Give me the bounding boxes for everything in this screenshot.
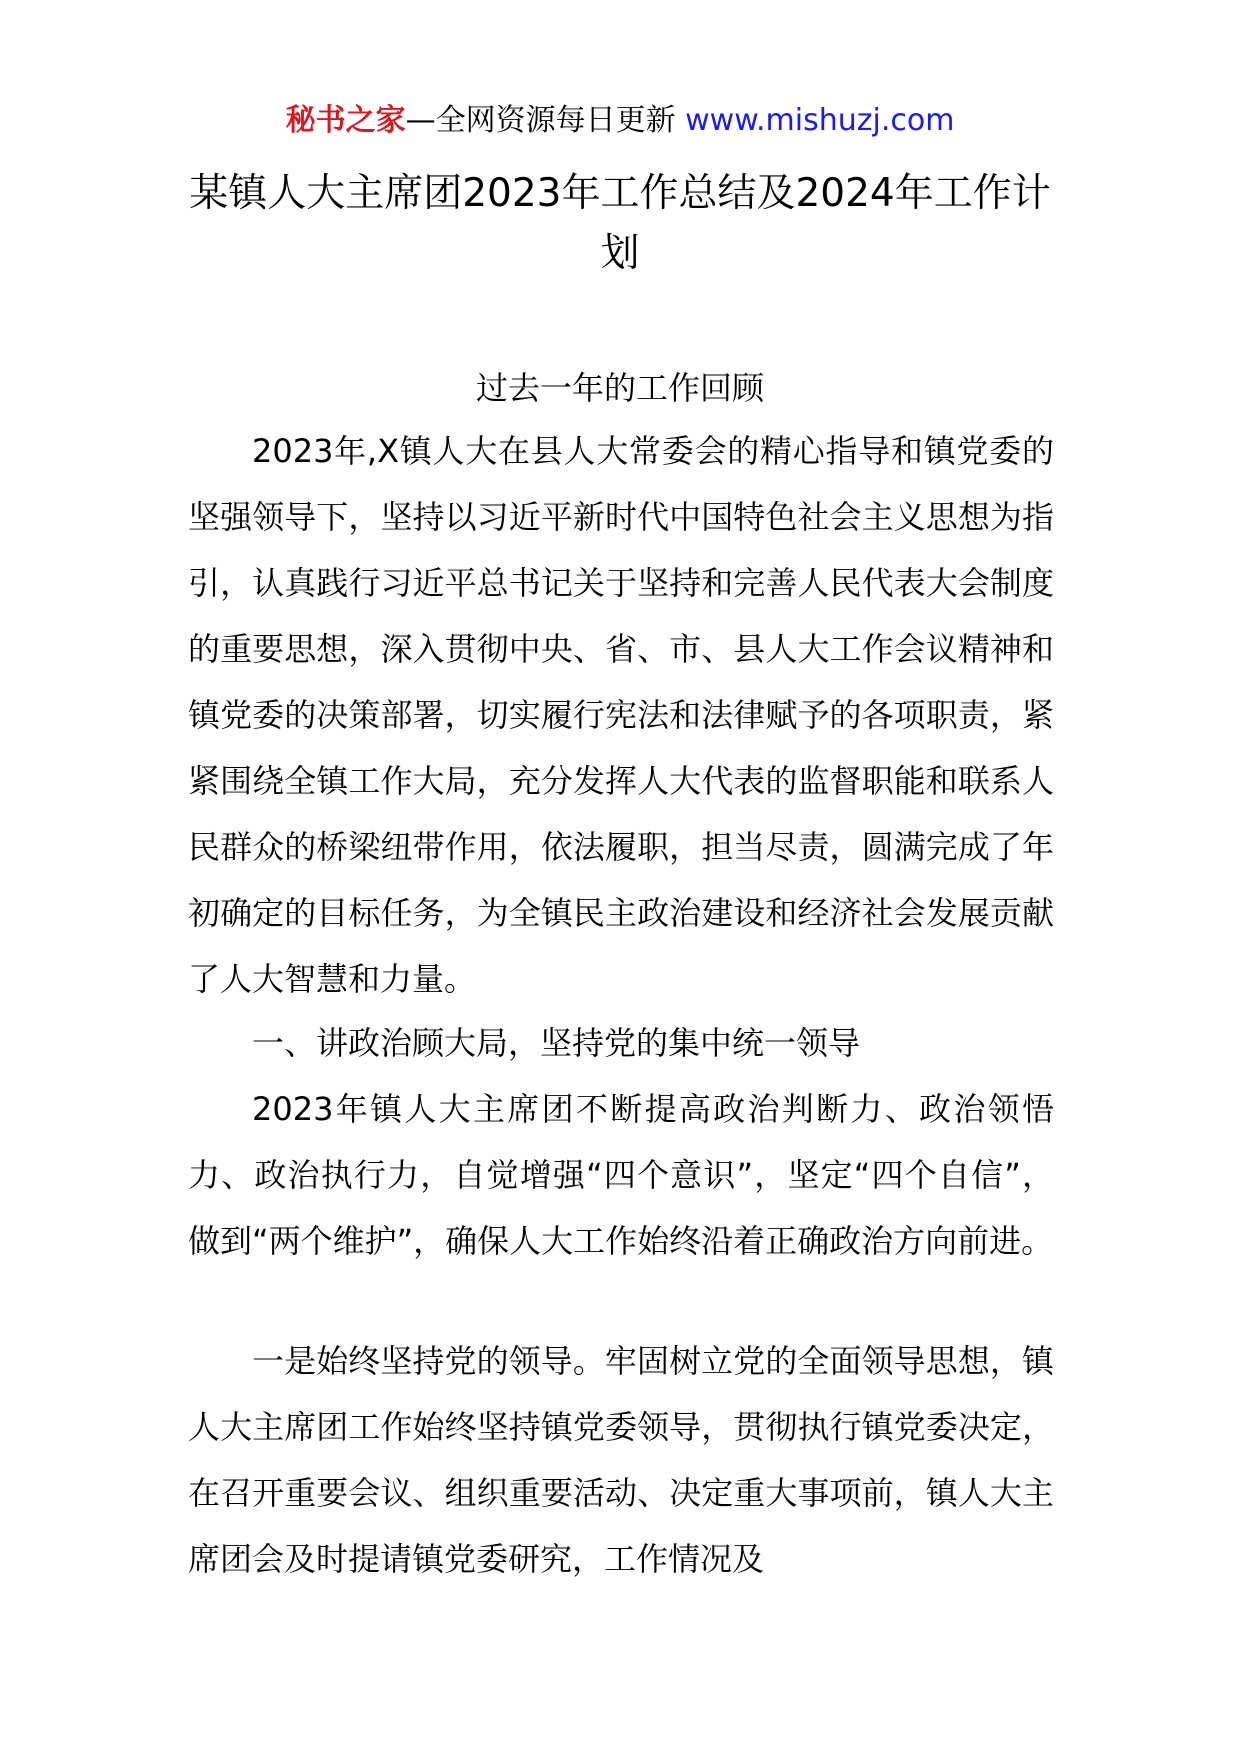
watermark-header: [0, 100, 1240, 142]
subheading-politics: 一、讲政治顾大局，坚持党的集中统一领导: [252, 1024, 861, 1062]
document-title: 某镇人大主席团2023年工作总结及2024年工作计划: [189, 171, 1051, 276]
paragraph-intro: 2023年,X镇人大在县人大常委会的精心指导和镇党委的坚强领导下，坚持以习近平新时代中国特色社会主义思想为指引，认真践行习近平总书记关于坚持和完善人民代表大会制度的重要思想，深入贯彻中央、省、市、县人大工作会议精神和镇党委的决策部署，切实履行宪法和法律赋予的各项职责，紧紧围绕全镇工作大局，充分发挥人大代表的监督职能和联系人民群众的桥梁纽带作用，依法履职，担当尽责，圆满完成了年初确定的目标任务，为全镇民主政治建设和经济社会发展贡献了人大智慧和力量。: [188, 432, 1054, 998]
header-slogan: —全网资源每日更新: [405, 103, 676, 138]
paragraph-party-leadership: 一是始终坚持党的领导。牢固树立党的全面领导思想，镇人大主席团工作始终坚持镇党委领导，贯彻执行镇党委决定，在召开重要会议、组织重要活动、决定重大事项前，镇人大主席团会及时提请镇党委研究，工作情况及: [188, 1342, 1054, 1578]
brand-name: 秘书之家: [285, 103, 406, 138]
paragraph-politics: 2023年镇人大主席团不断提高政治判断力、政治领悟力、政治执行力，自觉增强“四个意识”，坚定“四个自信”，做到“两个维护”，确保人大工作始终沿着正确政治方向前进。: [188, 1090, 1054, 1260]
section-heading: 过去一年的工作回顾: [475, 369, 764, 407]
website-link[interactable]: www.mishuzj.com: [685, 103, 955, 138]
